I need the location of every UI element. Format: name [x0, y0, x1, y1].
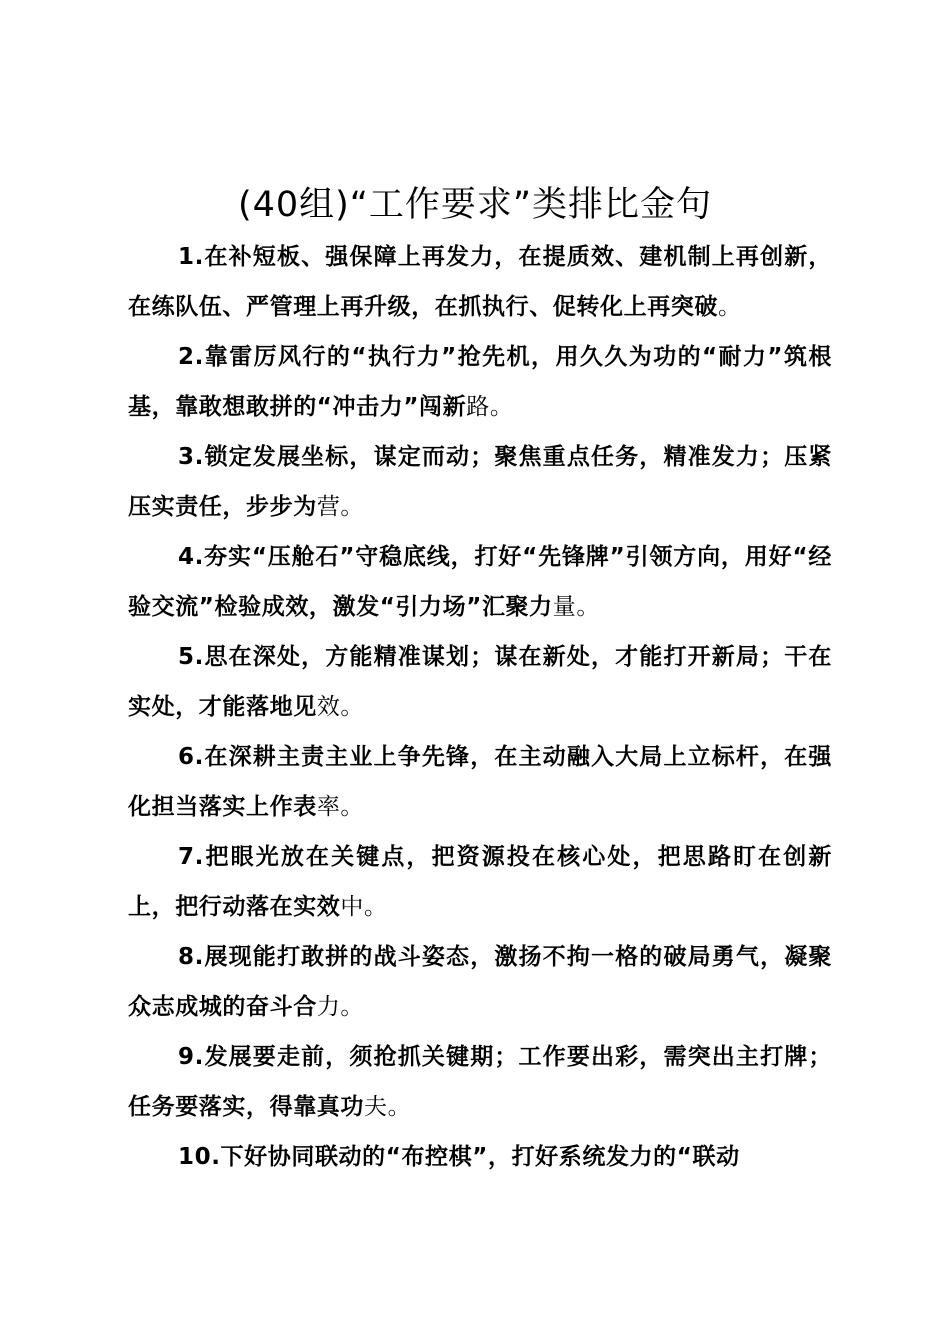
- paragraph-item: [128, 232, 832, 332]
- paragraph-item: [128, 632, 832, 732]
- paragraph-bold-text: 10.下好协同联动的“布控棋”，打好系统发力的“联动: [178, 1144, 740, 1170]
- paragraph-bold-text: 7.把眼光放在关键点，把资源投在核心处，把思路盯在创新上，把行动落在实效: [128, 844, 832, 920]
- paragraph-tail-text: 夫。: [364, 1094, 412, 1120]
- paragraph-bold-text: 5.思在深处，方能精准谋划；谋在新处，才能打开新局；干在实处，才能落地见: [128, 644, 832, 720]
- paragraph-tail-text: 率。: [316, 794, 365, 820]
- document-title: (40组)“工作要求”类排比金句: [237, 185, 713, 225]
- paragraph-bold-text: 2.靠雷厉风行的“执行力”抢先机，用久久为功的“耐力”筑根基，靠敢想敢拼的“冲击力”闯新: [128, 344, 832, 420]
- paragraph-tail-text: 。: [718, 294, 742, 320]
- paragraph-tail-text: 营。: [316, 494, 365, 520]
- paragraph-tail-text: 路。: [466, 394, 514, 420]
- document-body: [128, 232, 832, 1182]
- paragraph-bold-text: 6.在深耕主责主业上争先锋，在主动融入大局上立标杆，在强化担当落实上作表: [128, 744, 832, 820]
- paragraph-item: [128, 1032, 832, 1132]
- paragraph-tail-text: 效。: [316, 694, 365, 720]
- paragraph-item: [128, 932, 832, 1032]
- paragraph-item: [128, 832, 832, 932]
- paragraph-tail-text: 量。: [552, 594, 600, 620]
- paragraph-item: [128, 432, 832, 532]
- paragraph-bold-text: 4.夯实“压舱石”守稳底线，打好“先锋牌”引领方向，用好“经验交流”检验成效，激发“引力场”汇聚力: [128, 544, 832, 620]
- paragraph-tail-text: 中。: [340, 894, 388, 920]
- paragraph-item: [128, 1132, 832, 1182]
- paragraph-bold-text: 1.在补短板、强保障上再发力，在提质效、建机制上再创新，在练队伍、严管理上再升级，在抓执行、促转化上再突破: [128, 244, 832, 320]
- paragraph-bold-text: 8.展现能打敢拼的战斗姿态，激扬不拘一格的破局勇气，凝聚众志成城的奋斗合: [128, 944, 832, 1020]
- paragraph-tail-text: 力。: [316, 994, 365, 1020]
- paragraph-bold-text: 9.发展要走前，须抢抓关键期；工作要出彩，需突出主打牌；任务要落实，得靠真功: [128, 1044, 832, 1120]
- paragraph-item: [128, 532, 832, 632]
- paragraph-bold-text: 3.锁定发展坐标，谋定而动；聚焦重点任务，精准发力；压紧压实责任，步步为: [128, 444, 832, 520]
- paragraph-item: [128, 732, 832, 832]
- paragraph-item: [128, 332, 832, 432]
